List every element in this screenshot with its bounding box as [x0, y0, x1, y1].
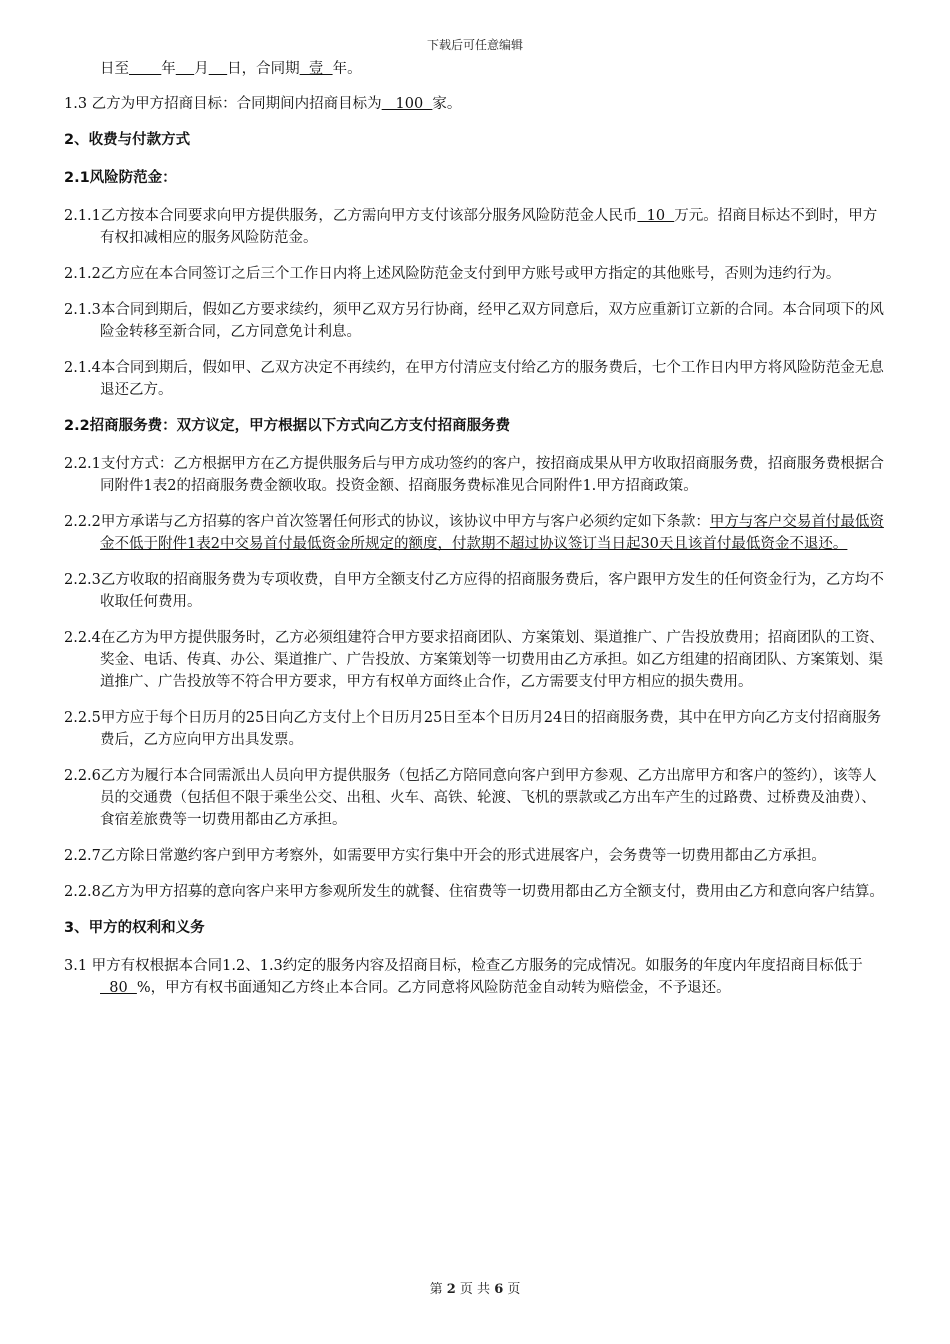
- clause-2-2-3: 2.2.3乙方收取的招商服务费为专项收费，自甲方全额支付乙方应得的招商服务费后，客户跟甲方发生的任何资金行为，乙方均不收取任何费用。: [64, 572, 884, 610]
- clause-2-2-8: 2.2.8乙方为甲方招募的意向客户来甲方参观所发生的就餐、住宿费等一切费用都由乙方全额支付，费用由乙方和意向客户结算。: [64, 884, 884, 900]
- clause-2-2-6: 2.2.6乙方为履行本合同需派出人员向甲方提供服务（包括乙方陪同意向客户到甲方参观、乙方出席甲方和客户的签约），该等人员的交通费（包括但不限于乘坐公交、出租、火车、高铁、轮渡、飞机的票款或乙方出车产生的过路费、过桥费及油费）、食宿差旅费等一切费用都由乙方承担。: [64, 768, 877, 828]
- current-page-number: 2: [446, 1282, 456, 1297]
- deposit-amount-value: 10: [637, 208, 675, 224]
- term-text-3: 月: [194, 61, 209, 77]
- total-page-number: 6: [494, 1282, 504, 1297]
- contract-period-value: 壹: [299, 61, 333, 77]
- clause-2-2-2: [64, 511, 890, 555]
- target-count-value: 100: [381, 96, 433, 112]
- clause-2-1-3: 2.1.3本合同到期后，假如乙方要求续约，须甲乙双方另行协商，经甲乙双方同意后，双方应重新订立新的合同。本合同项下的风险金转移至新合同，乙方同意免计利息。: [64, 302, 884, 340]
- clause-2-1-2: 2.1.2乙方应在本合同签订之后三个工作日内将上述风险防范金支付到甲方账号或甲方指定的其他账号，否则为违约行为。: [64, 266, 841, 282]
- clause-2-1-4: 2.1.4本合同到期后，假如甲、乙双方决定不再续约，在甲方付清应支付给乙方的服务费后，七个工作日内甲方将风险防范金无息退还乙方。: [64, 360, 884, 398]
- clause-2-1-1-text-2: 万元。招商目标达不到时，甲方有权扣减相应的服务风险防范金。: [100, 208, 878, 246]
- clause-2-1-1-text-1: 2.1.1乙方按本合同要求向甲方提供服务，乙方需向甲方支付该部分服务风险防范金人民币: [64, 208, 638, 224]
- clause-2-1-1: [64, 205, 890, 249]
- clause-1-3-text-1: 1.3 乙方为甲方招商目标：合同期间内招商目标为: [64, 96, 382, 112]
- clause-1-3-text-2: 家。: [432, 96, 462, 112]
- clause-3-1: [64, 955, 890, 999]
- section-2-heading: 2、收费与付款方式: [64, 132, 191, 148]
- term-text-4: 日，合同期: [227, 61, 300, 77]
- term-text-2: 年: [161, 61, 176, 77]
- document-body: [64, 58, 890, 1013]
- clause-2-2-1: 2.2.1支付方式：乙方根据甲方在乙方提供服务后与甲方成功签约的客户，按招商成果从甲方收取招商服务费，招商服务费根据合同附件1表2的招商服务费金额收取。投资金额、招商服务费标准见合同附件1.甲方招商政策。: [64, 456, 884, 494]
- date-blank: [209, 61, 227, 77]
- section-3-heading: 3、甲方的权利和义务: [64, 920, 205, 936]
- footer-text-1: 第: [429, 1282, 443, 1297]
- term-text-1: 日至: [100, 61, 129, 77]
- contract-term-line: [64, 58, 890, 80]
- section-2-2-heading: 2.2招商服务费：双方议定，甲方根据以下方式向乙方支付招商服务费: [64, 418, 511, 434]
- page-header: 下载后可任意编辑: [426, 38, 523, 52]
- month-blank: [176, 61, 194, 77]
- term-text-5: 年。: [332, 61, 362, 77]
- page-footer: [0, 1278, 950, 1297]
- clause-2-2-2-text: 2.2.2甲方承诺与乙方招募的客户首次签署任何形式的协议，该协议中甲方与客户必须约定如下条款：: [64, 514, 710, 530]
- clause-1-3: [64, 93, 890, 115]
- section-2-1-heading: 2.1风险防范金：: [64, 170, 177, 186]
- clause-2-2-2-underlined-terms: 甲方与客户交易首付最低资金不低于附件1表2中交易首付最低资金所规定的额度，付款期不超过协议签订当日起30天且该首付最低资金不退还。: [100, 514, 884, 552]
- target-percent-value: 80: [100, 980, 137, 996]
- clause-2-2-7: 2.2.7乙方除日常邀约客户到甲方考察外，如需要甲方实行集中开会的形式进展客户，会务费等一切费用都由乙方承担。: [64, 848, 826, 864]
- clause-3-1-text-1: 3.1 甲方有权根据本合同1.2、1.3约定的服务内容及招商目标，检查乙方服务的完成情况。如服务的年度内年度招商目标低于: [64, 958, 863, 974]
- clause-3-1-text-2: %，甲方有权书面通知乙方终止本合同。乙方同意将风险防范金自动转为赔偿金，不予退还。: [136, 980, 731, 996]
- clause-2-2-5: 2.2.5甲方应于每个日历月的25日向乙方支付上个日历月25日至本个日历月24日的招商服务费，其中在甲方向乙方支付招商服务费后，乙方应向甲方出具发票。: [64, 710, 882, 748]
- footer-text-3: 页: [507, 1282, 521, 1297]
- clause-2-2-4: 2.2.4在乙方为甲方提供服务时，乙方必须组建符合甲方要求招商团队、方案策划、渠道推广、广告投放费用；招商团队的工资、奖金、电话、传真、办公、渠道推广、广告投放、方案策划等一切费用由乙方承担。如乙方组建的招商团队、方案策划、渠道推广、广告投放等不符合甲方要求，甲方有权单方面终止合作，乙方需要支付甲方相应的损失费用。: [64, 630, 884, 690]
- footer-text-2: 页 共: [459, 1282, 491, 1297]
- day-blank: [129, 61, 161, 77]
